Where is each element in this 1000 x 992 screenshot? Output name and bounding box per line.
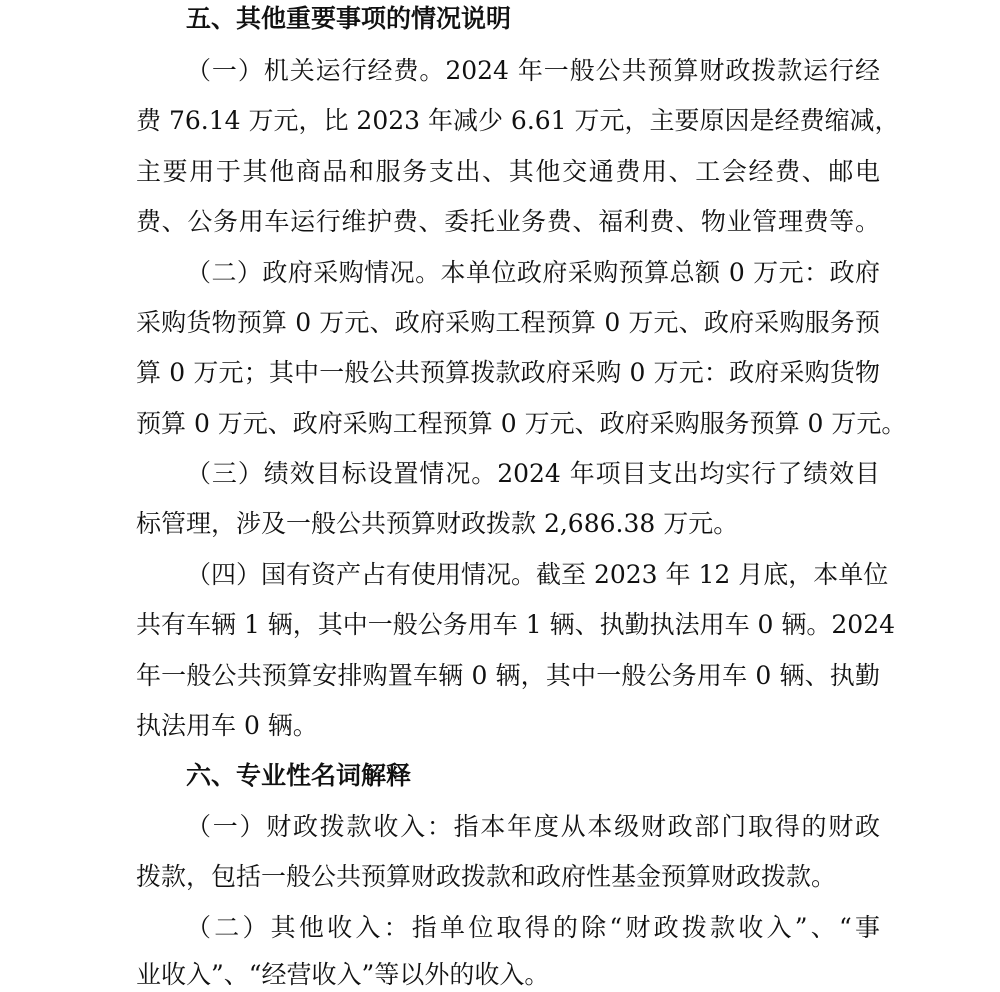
para-operating-costs-line-4: 费、公务用车运行维护费、委托业务费、福利费、物业管理费等。 bbox=[136, 207, 880, 236]
section-heading-6: 六、专业性名词解释 bbox=[186, 761, 412, 790]
para-fiscal-income-line-1: （一）财政拨款收入：指本年度从本级财政部门取得的财政 bbox=[186, 812, 880, 841]
para-operating-costs-line-3: 主要用于其他商品和服务支出、其他交通费用、工会经费、邮电 bbox=[136, 157, 880, 186]
para-procurement-line-2: 采购货物预算 0 万元、政府采购工程预算 0 万元、政府采购服务预 bbox=[136, 308, 880, 337]
para-fiscal-income-line-2: 拨款，包括一般公共预算财政拨款和政府性基金预算财政拨款。 bbox=[136, 862, 837, 891]
para-procurement-line-3: 算 0 万元；其中一般公共预算拨款政府采购 0 万元：政府采购货物 bbox=[136, 358, 880, 387]
para-performance-line-1: （三）绩效目标设置情况。2024 年项目支出均实行了绩效目 bbox=[186, 459, 880, 488]
para-assets-line-4: 执法用车 0 辆。 bbox=[136, 711, 318, 740]
para-assets-line-3: 年一般公共预算安排购置车辆 0 辆，其中一般公务用车 0 辆、执勤 bbox=[136, 661, 880, 690]
para-operating-costs-line-1: （一）机关运行经费。2024 年一般公共预算财政拨款运行经 bbox=[186, 56, 880, 85]
section-heading-5: 五、其他重要事项的情况说明 bbox=[186, 4, 512, 33]
para-procurement-line-4: 预算 0 万元、政府采购工程预算 0 万元、政府采购服务预算 0 万元。 bbox=[136, 409, 907, 438]
para-assets-line-2: 共有车辆 1 辆，其中一般公务用车 1 辆、执勤执法用车 0 辆。2024 bbox=[136, 610, 896, 639]
para-procurement-line-1: （二）政府采购情况。本单位政府采购预算总额 0 万元：政府 bbox=[186, 258, 880, 287]
para-assets-line-1: （四）国有资产占有使用情况。截至 2023 年 12 月底，本单位 bbox=[186, 560, 889, 589]
para-other-income-line-1: （二）其他收入：指单位取得的除“财政拨款收入”、“事 bbox=[186, 913, 880, 942]
para-other-income-line-2: 业收入”、“经营收入”等以外的收入。 bbox=[136, 960, 550, 989]
para-operating-costs-line-2: 费 76.14 万元，比 2023 年减少 6.61 万元，主要原因是经费缩减， bbox=[136, 106, 900, 135]
para-performance-line-2: 标管理，涉及一般公共预算财政拨款 2,686.38 万元。 bbox=[136, 509, 739, 538]
